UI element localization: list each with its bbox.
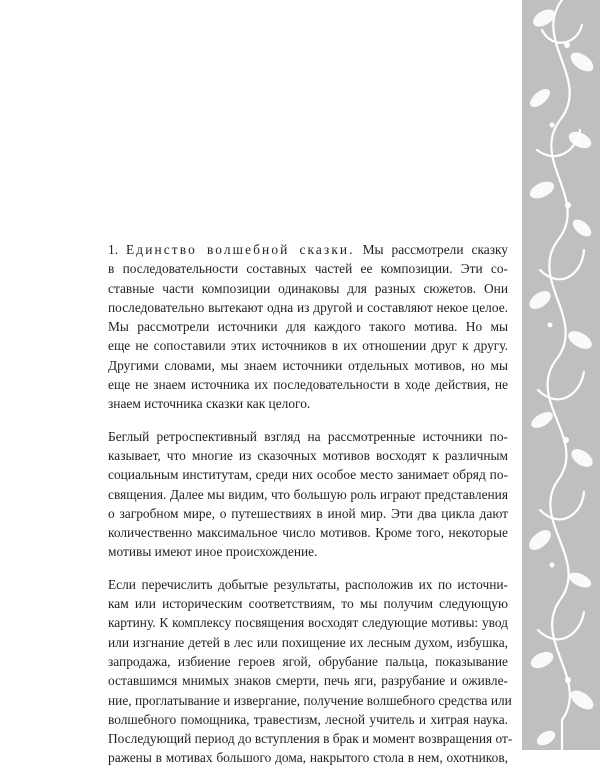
text-line: ражены в мотивах большого дома, накрытого стола в нем, охотников, bbox=[108, 750, 508, 766]
paragraph-1 bbox=[108, 240, 508, 414]
text-line: священия. Далее мы видим, что большую роль играют представления bbox=[108, 486, 508, 502]
text-line: социальным институтам, среди них особое место занимает обряд по- bbox=[108, 467, 508, 483]
paragraph-2 bbox=[108, 427, 508, 562]
text-line: в последовательности составных частей ее композиции. Эти со- bbox=[108, 261, 508, 277]
floral-ornament-icon bbox=[522, 0, 600, 750]
text-line: знаем источника сказки как целого. bbox=[108, 396, 311, 412]
main-text bbox=[108, 240, 513, 781]
text-line: Мы рассмотрели источники для каждого такого мотива. Но мы bbox=[108, 319, 508, 335]
text-line: мотивы имеют иное происхождение. bbox=[108, 544, 318, 560]
text-line: Если перечислить добытые результаты, расположив их по источни- bbox=[108, 576, 508, 592]
text-line: последовательно вытекают одна из другой и составляют некое целое. bbox=[108, 299, 508, 315]
text-line: количественно максимальное число мотивов. Кроме того, некоторые bbox=[108, 525, 508, 541]
paragraph-3 bbox=[108, 575, 513, 768]
text-line: о загробном мире, о путешествиях в иной мир. Эти два цикла дают bbox=[108, 505, 508, 521]
text-line: кам или историческим соответствиям, то мы получим следующую bbox=[108, 596, 508, 612]
text-line: Последующий период до вступления в брак и момент возвращения от- bbox=[108, 731, 513, 747]
decorative-border bbox=[522, 0, 600, 750]
text-line: картину. К комплексу посвящения восходят следующие мотивы: увод bbox=[108, 615, 508, 631]
text-line: волшебного помощника, травестизм, лесной учитель и хитрая наука. bbox=[108, 711, 508, 727]
text-line: еще не сопоставили этих источников в их отношении друг к другу. bbox=[108, 338, 508, 354]
text-line: Другими словами, мы знаем источники отдельных мотивов, но мы bbox=[108, 357, 508, 373]
section-number: 1. bbox=[108, 242, 119, 257]
text-line: Беглый ретроспективный взгляд на рассмотренные источники по- bbox=[108, 428, 508, 444]
text-line: еще не знаем источника их последовательности в ходе действия, не bbox=[108, 377, 508, 393]
text-line: казывает, что многие из сказочных мотивов восходят к различным bbox=[108, 447, 508, 463]
text-line: оставшимся мнимых знаков смерти, печь яги, разрубание и оживле- bbox=[108, 673, 508, 689]
text-line: 1. Единство волшебной сказки. Мы рассмотрели сказку bbox=[108, 242, 508, 257]
text-line: ставные части композиции одинаковы для разных сюжетов. Они bbox=[108, 280, 508, 296]
text-line: ние, проглатывание и извергание, получение волшебного средства или bbox=[108, 692, 512, 708]
text-line: или изгнание детей в лес или похищение их лесным духом, избушка, bbox=[108, 634, 508, 650]
text-line: запродажа, избиение героев ягой, обрубание пальца, показывание bbox=[108, 653, 508, 669]
section-heading: Единство волшебной сказки. bbox=[126, 242, 355, 257]
